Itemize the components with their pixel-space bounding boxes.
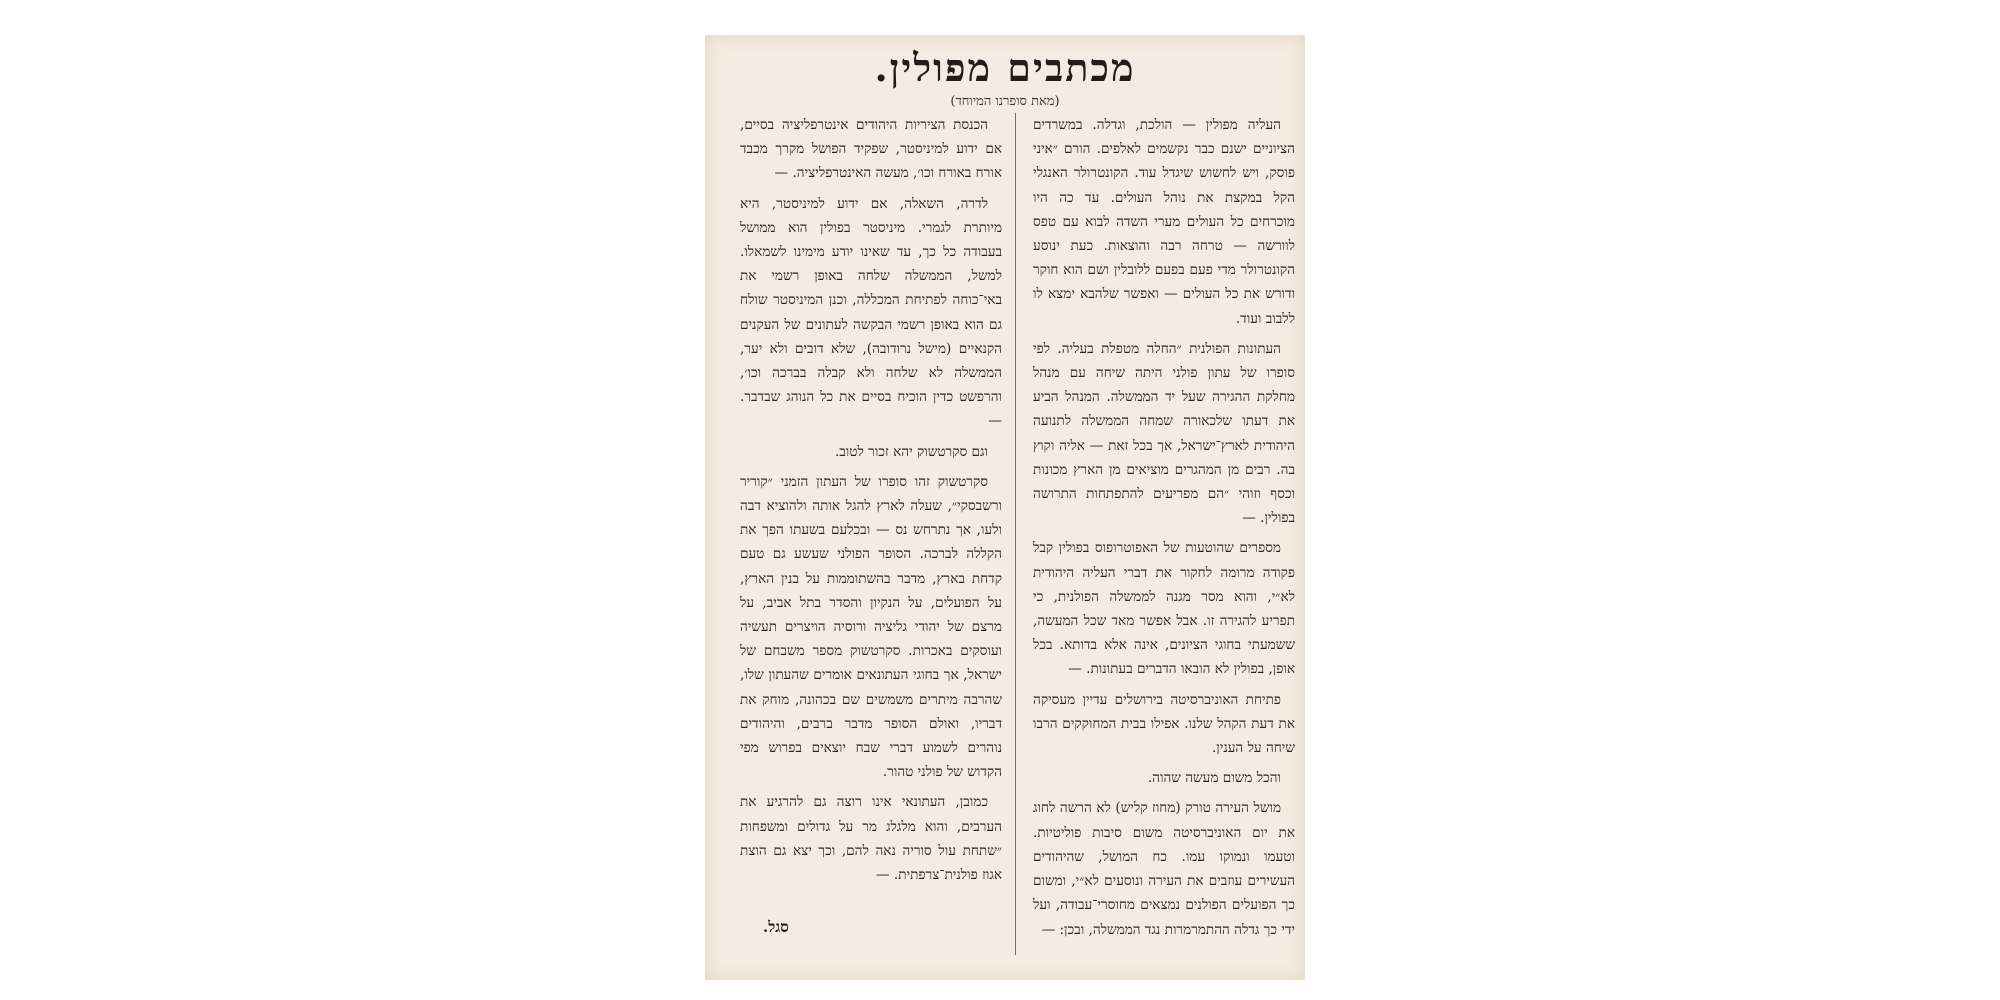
paragraph: כמובן, העתונאי אינו רוצה גם להרגיע את הערבים, והוא מלגלג מר על גדולים ומשפחות ״שתחת עול סוריה נאה להם, וכך יצא גם הוצת אגוז פולנית־צרפתית. — (740, 794, 1002, 884)
paragraph: מושל העירה טורק (מחוז קליש) לא הרשה לחוג את יום האוניברסיטה משום סיבות פוליטיות. וטעמו ונמוקו עמו. כח המושל, שהיהודים העשירים עוזבים את העירה ונוסעים לא״י, ומשום כך הפועלים הפולנים נמצאים מחוסרי־עבודה, ועל ידי כך גדלה ההתמרמרות נגד הממשלה, ובכן: — (1033, 800, 1295, 938)
paragraph: והכל משום מעשה שהוה. (1147, 770, 1281, 787)
paragraph: וגם סקרטשוק יהא זכור לטוב. (834, 443, 988, 460)
paragraph: מספרים שהוטעות של האפוטרופוס בפולין קבל פקודה מרומה לחקור את דברי העליה היהודית לא״י, והוא מסר מגנה לממשלה הפולנית, כי תפריע להגירה זו. אבל אפשר מאד שכל המעשה, ששמעתי בחוגי הציונים, אינה אלא בדותא. בכל אופן, בפולין לא הובאו הדברים בעתונות. — (1033, 540, 1295, 678)
right-column (1033, 113, 1295, 948)
article-headline: מכתבים מפולין. (874, 45, 1136, 90)
paragraph: פתיחת האוניברסיטה בירושלים עדיין מעסיקה את דעת הקהל שלנו. אפילו בבית המחוקקים הרבו שיחה על הענין. (1033, 691, 1295, 757)
article-byline: (מאת סופרנו המיוחד) (950, 94, 1060, 109)
paragraph: לדרה, השאלה, אם ידוע למיניסטר, היא מיותרת לגמרי. מיניסטר בפולין הוא ממושל בעבודה כל כך, עד שאינו יודע מימינו לשמאלו. למשל, הממשלה שלחה באופן רשמי את באי־כוחה לפתיחת המכללה, וכנן המיניסטר שולח גם הוא באופן רשמי הבקשה לעתונים של העקנים הקנאיים (מישל נרודובה), שלא דובים ולא יער, הממשלה לא שלחה ולא קבלה בברכה וכו׳, והרפשט כדין הוכיח בסיים את כל הנוהג שבדבר. — (740, 195, 1002, 430)
author-signature: סגל. (763, 918, 789, 936)
column-divider (1015, 113, 1016, 955)
newspaper-clipping (705, 35, 1305, 980)
paragraph: העליה מפולין — הולכת, וגדלה. במשרדים הציוניים ישנם כבר נקשמים לאלפים. הורם ״איני פוסק, ויש לחשוש שיגדל עוד. הקונטרולר האנגלי הקל במקצת את נוהל העולים. עד כה היו מוכרחים כל העולים מערי השדה לבוא עם טפס לוורשה — טרחה רבה והוצאות. כעת ינוסע הקונטרולר מדי פעם בפעם ללובלין ושם הוא חוקר ודורש את כל העולים — ואפשר שלהבא ימצא לו ללבוב ועוד. (1033, 117, 1295, 327)
paragraph: העתונות הפולנית ״החלה מטפלת בעליה. לפי סופרו של עתון פולני היתה שיחה עם מנהל מחלקת ההגירה שעל יד הממשלה. המנהל הביע את דעתו שלכאורה שמחה הממשלה לתנועה היהודית לארץ־ישראל, אך בכל זאת — אליה וקוץ בה. רבים מן המהגרים מוציאים מן הארץ מכונות וכסף וזוהי ״הם מפריעים להתפתחות התרושה בפולין. — (1033, 340, 1295, 527)
left-column (740, 113, 1002, 893)
paragraph: הכנסת הציריות היהודים אינטרפליציה בסיים, אם ידוע למיניסטר, שפקיד הפושל מקרך מכבד אורח באורח וכו׳, מעשה האינטרפליציה. — (740, 117, 1002, 182)
paragraph: סקרטשוק זהו סופרו של העתון הזמני ״קוריר ורשבסקי״, שעלה לארץ להגל אותה ולהוציא דבה ולעו, אך נתרחש נס — ובכלעם בשעתו הפך את הקללה לברכה. הסופר הפולני שעשע גם טעם קדחת בארץ, מדבר בהשתוממות על בנין הארץ, על הפועלים, על הנקיון והסדר בתל אביב, על מרצם של יהודי גליציה ורוסיה הויצרים תעשיה ועוסקים באכרות. סקרטשוק מספר משבחם של ישראל, אך בחוגי העתונאים אומרים שהעתון שלו, שהרבה מיתרים משמשים שם בכהונה, מוחק את דבריו, ואולם הסופר מדבר ברבים, והיהודים נוהרים לשמוע דברי שבח יוצאים בפרוש מפי הקדוש של פולני טהור. (740, 473, 1002, 781)
